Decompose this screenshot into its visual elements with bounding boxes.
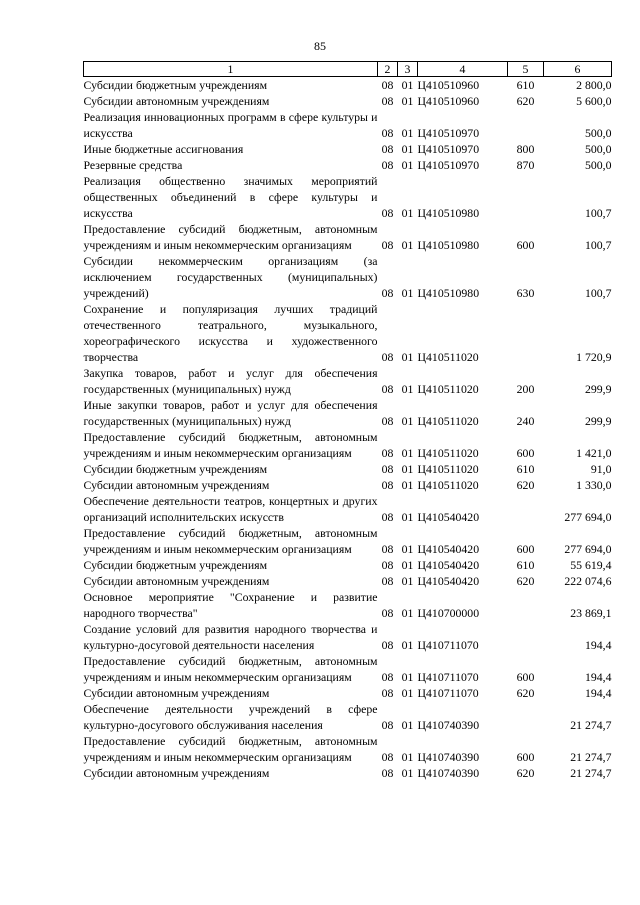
- row-expense-type: 200: [516, 382, 535, 396]
- row-target-code: Ц410510960: [417, 94, 480, 108]
- row-amount: 21 274,7: [570, 718, 612, 732]
- table-row: [84, 365, 612, 397]
- row-name: Субсидии бюджетным учреждениям: [83, 462, 268, 476]
- table-row: [84, 429, 612, 461]
- table-row: [84, 77, 612, 94]
- row-amount: 1 720,9: [576, 350, 612, 364]
- page-number: 85: [314, 39, 326, 53]
- row-subsection: 01: [401, 686, 414, 700]
- row-section: 08: [381, 478, 394, 492]
- table-row: [84, 653, 612, 685]
- row-expense-type: [508, 301, 544, 365]
- table-header-row: [84, 62, 612, 77]
- row-amount: 5 600,0: [576, 94, 612, 108]
- row-name: Субсидии бюджетным учреждениям: [83, 558, 268, 572]
- table-row: [84, 573, 612, 589]
- row-amount: 277 694,0: [564, 542, 612, 556]
- row-target-code: Ц410511020: [417, 382, 479, 396]
- row-target-code: Ц410511020: [417, 446, 479, 460]
- table-row: [84, 589, 612, 621]
- row-amount: 194,4: [584, 638, 612, 652]
- row-target-code: Ц410711070: [417, 670, 479, 684]
- row-subsection: 01: [401, 286, 414, 300]
- row-section: 08: [381, 750, 394, 764]
- header-col-1: 1: [84, 62, 378, 77]
- row-name: Субсидии автономным учреждениям: [83, 94, 270, 108]
- row-amount: 2 800,0: [576, 78, 612, 92]
- row-amount: 299,9: [584, 414, 612, 428]
- row-section: 08: [381, 206, 394, 220]
- row-target-code: Ц410510980: [417, 206, 480, 220]
- row-subsection: 01: [401, 350, 414, 364]
- row-amount: 21 274,7: [570, 750, 612, 764]
- row-target-code: Ц410540420: [417, 510, 480, 524]
- row-subsection: 01: [401, 94, 414, 108]
- row-target-code: Ц410510980: [417, 238, 480, 252]
- row-subsection: 01: [401, 382, 414, 396]
- row-name: Предоставление субсидий бюджетным, автономным учреждениям и иным некоммерческим организациям: [83, 526, 378, 556]
- row-expense-type: [508, 173, 544, 221]
- row-subsection: 01: [401, 718, 414, 732]
- row-name: Сохранение и популяризация лучших традиций отечественного театрального, музыкального, хореографического искусства и художественного творчества: [83, 302, 378, 364]
- row-section: 08: [381, 126, 394, 140]
- row-expense-type: 620: [516, 574, 535, 588]
- row-subsection: 01: [401, 446, 414, 460]
- row-subsection: 01: [401, 414, 414, 428]
- row-amount: 21 274,7: [570, 766, 612, 780]
- row-subsection: 01: [401, 558, 414, 572]
- row-amount: 100,7: [584, 206, 612, 220]
- row-target-code: Ц410711070: [417, 638, 479, 652]
- row-section: 08: [381, 446, 394, 460]
- table-row: [84, 557, 612, 573]
- row-amount: 500,0: [584, 142, 612, 156]
- row-section: 08: [381, 350, 394, 364]
- row-name: Субсидии некоммерческим организациям (за исключением государственных (муниципальных) учреждений): [83, 254, 378, 300]
- row-section: 08: [381, 78, 394, 92]
- row-target-code: Ц410740390: [417, 718, 480, 732]
- row-section: 08: [381, 462, 394, 476]
- row-name: Обеспечение деятельности учреждений в сфере культурно-досугового обслуживания населения: [83, 702, 378, 732]
- row-name: Реализация инновационных программ в сфере культуры и искусства: [83, 110, 378, 140]
- row-name: Закупка товаров, работ и услуг для обеспечения государственных (муниципальных) нужд: [83, 366, 378, 396]
- row-expense-type: 620: [516, 686, 535, 700]
- row-name: Субсидии автономным учреждениям: [83, 686, 270, 700]
- row-target-code: Ц410540420: [417, 574, 480, 588]
- row-subsection: 01: [401, 478, 414, 492]
- row-expense-type: 870: [516, 158, 535, 172]
- table-row: [84, 765, 612, 781]
- row-section: 08: [381, 718, 394, 732]
- row-amount: 194,4: [584, 670, 612, 684]
- table-row: [84, 141, 612, 157]
- row-target-code: Ц410740390: [417, 750, 480, 764]
- row-expense-type: 600: [516, 446, 535, 460]
- row-expense-type: 600: [516, 670, 535, 684]
- row-amount: 500,0: [584, 126, 612, 140]
- row-expense-type: [508, 621, 544, 653]
- row-section: 08: [381, 94, 394, 108]
- header-col-3: 3: [398, 62, 418, 77]
- row-expense-type: [508, 701, 544, 733]
- row-target-code: Ц410511020: [417, 478, 479, 492]
- row-section: 08: [381, 638, 394, 652]
- table-row: [84, 733, 612, 765]
- row-section: 08: [381, 670, 394, 684]
- table-row: [84, 109, 612, 141]
- row-section: 08: [381, 686, 394, 700]
- row-subsection: 01: [401, 158, 414, 172]
- row-name: Предоставление субсидий бюджетным, автономным учреждениям и иным некоммерческим организациям: [83, 430, 378, 460]
- table-row: [84, 685, 612, 701]
- row-subsection: 01: [401, 126, 414, 140]
- row-name: Субсидии автономным учреждениям: [83, 574, 270, 588]
- row-name: Иные бюджетные ассигнования: [83, 142, 244, 156]
- row-name: Обеспечение деятельности театров, концертных и других организаций исполнительских искусств: [83, 494, 378, 524]
- row-subsection: 01: [401, 510, 414, 524]
- row-name: Субсидии бюджетным учреждениям: [83, 78, 268, 92]
- row-target-code: Ц410510970: [417, 142, 480, 156]
- row-expense-type: [508, 589, 544, 621]
- header-col-5: 5: [508, 62, 544, 77]
- row-target-code: Ц410510960: [417, 78, 480, 92]
- row-subsection: 01: [401, 462, 414, 476]
- row-name: Иные закупки товаров, работ и услуг для обеспечения государственных (муниципальных) нужд: [83, 398, 378, 428]
- row-subsection: 01: [401, 750, 414, 764]
- row-expense-type: 620: [516, 766, 535, 780]
- table-row: [84, 301, 612, 365]
- row-target-code: Ц410510980: [417, 286, 480, 300]
- row-expense-type: 800: [516, 142, 535, 156]
- row-name: Субсидии автономным учреждениям: [83, 478, 270, 492]
- row-amount: 1 330,0: [576, 478, 612, 492]
- row-subsection: 01: [401, 542, 414, 556]
- table-row: [84, 157, 612, 173]
- row-amount: 222 074,6: [564, 574, 612, 588]
- row-expense-type: 630: [516, 286, 535, 300]
- row-target-code: Ц410540420: [417, 558, 480, 572]
- row-amount: 277 694,0: [564, 510, 612, 524]
- table-row: [84, 493, 612, 525]
- row-section: 08: [381, 158, 394, 172]
- row-expense-type: 240: [516, 414, 535, 428]
- row-subsection: 01: [401, 638, 414, 652]
- row-expense-type: 600: [516, 238, 535, 252]
- row-section: 08: [381, 574, 394, 588]
- row-name: Предоставление субсидий бюджетным, автономным учреждениям и иным некоммерческим организациям: [83, 654, 378, 684]
- row-amount: 194,4: [584, 686, 612, 700]
- header-col-2: 2: [378, 62, 398, 77]
- row-name: Основное мероприятие "Сохранение и развитие народного творчества": [83, 590, 378, 620]
- row-subsection: 01: [401, 78, 414, 92]
- row-name: Предоставление субсидий бюджетным, автономным учреждениям и иным некоммерческим организациям: [83, 734, 378, 764]
- row-name: Предоставление субсидий бюджетным, автономным учреждениям и иным некоммерческим организациям: [83, 222, 378, 252]
- row-section: 08: [381, 142, 394, 156]
- row-amount: 500,0: [584, 158, 612, 172]
- table-row: [84, 525, 612, 557]
- row-section: 08: [381, 558, 394, 572]
- table-row: [84, 253, 612, 301]
- row-target-code: Ц410740390: [417, 766, 480, 780]
- budget-table: [83, 61, 612, 781]
- row-amount: 91,0: [590, 462, 612, 476]
- row-name: Субсидии автономным учреждениям: [83, 766, 270, 780]
- row-expense-type: 600: [516, 542, 535, 556]
- row-amount: 100,7: [584, 238, 612, 252]
- row-section: 08: [381, 510, 394, 524]
- row-target-code: Ц410700000: [417, 606, 480, 620]
- row-name: Создание условий для развития народного творчества и культурно-досуговой деятельности населения: [83, 622, 378, 652]
- table-row: [84, 93, 612, 109]
- row-amount: 23 869,1: [570, 606, 612, 620]
- row-subsection: 01: [401, 238, 414, 252]
- row-section: 08: [381, 382, 394, 396]
- table-row: [84, 397, 612, 429]
- row-expense-type: 610: [516, 558, 535, 572]
- row-amount: 55 619,4: [570, 558, 612, 572]
- row-subsection: 01: [401, 606, 414, 620]
- row-section: 08: [381, 542, 394, 556]
- row-subsection: 01: [401, 574, 414, 588]
- table-row: [84, 461, 612, 477]
- row-subsection: 01: [401, 766, 414, 780]
- table-row: [84, 621, 612, 653]
- table-row: [84, 173, 612, 221]
- row-expense-type: 620: [516, 94, 535, 108]
- row-expense-type: [508, 109, 544, 141]
- row-subsection: 01: [401, 142, 414, 156]
- row-target-code: Ц410511020: [417, 414, 479, 428]
- row-expense-type: [508, 493, 544, 525]
- row-section: 08: [381, 766, 394, 780]
- row-target-code: Ц410510970: [417, 126, 480, 140]
- row-target-code: Ц410510970: [417, 158, 480, 172]
- row-section: 08: [381, 238, 394, 252]
- row-amount: 299,9: [584, 382, 612, 396]
- header-col-6: 6: [544, 62, 612, 77]
- row-expense-type: 610: [516, 78, 535, 92]
- row-name: Реализация общественно значимых мероприятий общественных объединений в сфере культуры и искусства: [83, 174, 378, 220]
- row-target-code: Ц410511020: [417, 462, 479, 476]
- header-col-4: 4: [418, 62, 508, 77]
- row-name: Резервные средства: [83, 158, 183, 172]
- row-target-code: Ц410711070: [417, 686, 479, 700]
- row-amount: 100,7: [584, 286, 612, 300]
- row-section: 08: [381, 606, 394, 620]
- row-section: 08: [381, 286, 394, 300]
- table-row: [84, 221, 612, 253]
- row-expense-type: 600: [516, 750, 535, 764]
- row-target-code: Ц410511020: [417, 350, 479, 364]
- row-expense-type: 620: [516, 478, 535, 492]
- row-subsection: 01: [401, 206, 414, 220]
- row-expense-type: 610: [516, 462, 535, 476]
- row-subsection: 01: [401, 670, 414, 684]
- row-target-code: Ц410540420: [417, 542, 480, 556]
- table-row: [84, 701, 612, 733]
- row-amount: 1 421,0: [576, 446, 612, 460]
- row-section: 08: [381, 414, 394, 428]
- table-row: [84, 477, 612, 493]
